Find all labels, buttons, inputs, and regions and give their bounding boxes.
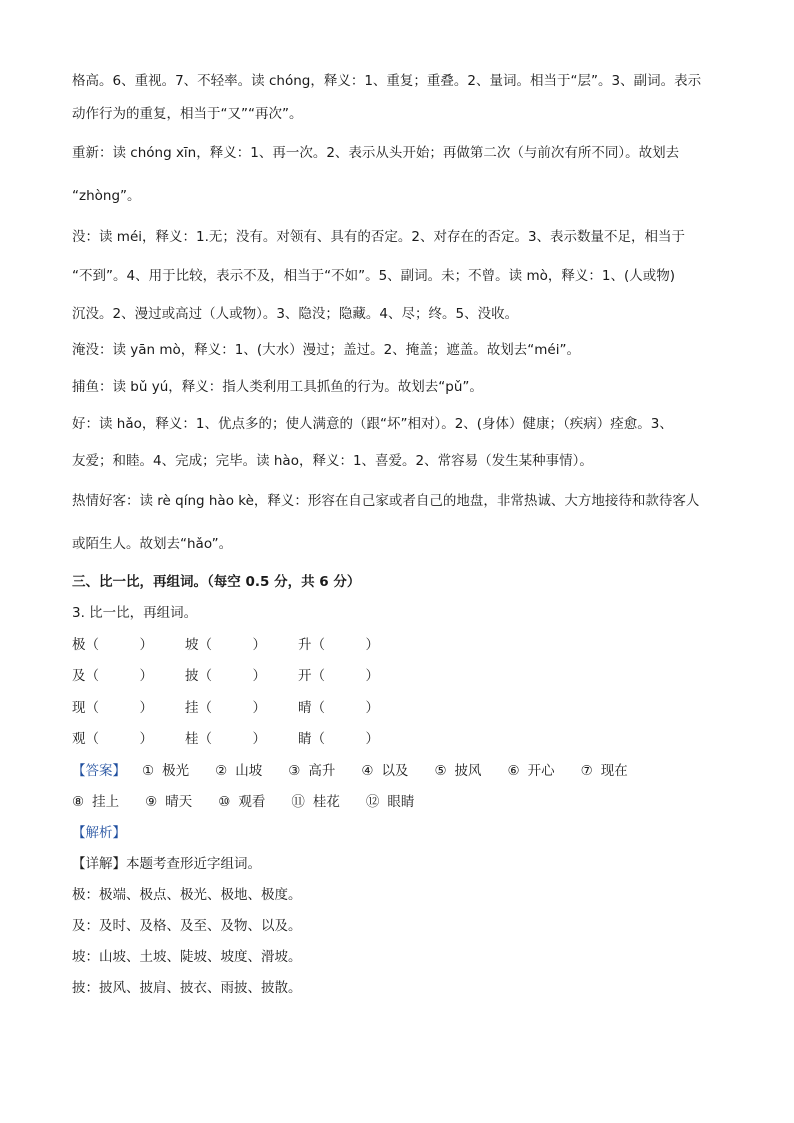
answer-word: 极光	[162, 762, 190, 779]
answer-item	[581, 756, 628, 787]
text-line: “不到”。4、用于比较，表示不及，相当于“不如”。5、副词。未；不曾。读 mò，释义：1、(人或物)	[72, 268, 675, 284]
answer-number: ⑫	[365, 793, 380, 810]
document-page	[72, 62, 732, 1004]
answer-word: 桂花	[312, 793, 340, 810]
answer-number: ④	[361, 762, 374, 779]
text-line: 淹没：读 yān mò，释义：1、(大水）漫过；盖过。2、掩盖；遮盖。故划去“méi”。	[72, 342, 580, 358]
answer-item	[145, 787, 192, 818]
compare-cell: 开（ ）	[298, 668, 379, 684]
detail-text: 【详解】本题考查形近字组词。	[72, 855, 261, 872]
compare-row	[72, 661, 732, 693]
answer-item	[218, 787, 265, 818]
answer-item	[72, 787, 119, 818]
answer-line	[72, 787, 732, 818]
answer-item	[215, 756, 262, 787]
explanation-line: 极：极端、极点、极光、极地、极度。	[72, 886, 302, 903]
answer-word: 高升	[308, 762, 336, 779]
answer-word: 披风	[454, 762, 482, 779]
text-line: 或陌生人。故划去“hǎo”。	[72, 536, 233, 552]
compare-cell: 极（ ）	[72, 636, 153, 653]
answer-number: ⑥	[507, 762, 520, 779]
compare-row	[72, 724, 732, 756]
compare-cell: 挂（ ）	[185, 699, 266, 716]
answer-number: ⑤	[434, 762, 447, 779]
answer-number: ⑩	[218, 793, 231, 810]
question-text: 3. 比一比，再组词。	[72, 605, 198, 621]
compare-cell: 晴（ ）	[298, 699, 379, 716]
answer-word: 开心	[527, 762, 555, 779]
text-line: 重新：读 chóng xīn，释义：1、再一次。2、表示从头开始；再做第二次（与前次有所不同）。故划去	[72, 145, 680, 161]
compare-cell: 升（ ）	[298, 636, 379, 653]
compare-cell: 桂（ ）	[185, 731, 266, 747]
text-line: 没：读 méi，释义：1.无；没有。对领有、具有的否定。2、对存在的否定。3、表示数量不足，相当于	[72, 229, 686, 245]
text-line: 好：读 hǎo，释义：1、优点多的；使人满意的（跟“坏”相对）。2、(身体）健康；（疾病）痊愈。3、	[72, 416, 673, 432]
compare-cell: 坡（ ）	[185, 636, 266, 653]
answer-word: 以及	[381, 762, 409, 779]
explanation-line: 及：及时、及格、及至、及物、以及。	[72, 917, 302, 934]
compare-cell: 披（ ）	[185, 668, 266, 684]
text-line: 格高。6、重视。7、不轻率。读 chóng，释义：1、重复；重叠。2、量词。相当于“层”。3、副词。表示	[72, 73, 702, 89]
compare-row	[72, 630, 732, 662]
text-line: 友爱；和睦。4、完成；完毕。读 hào，释义：1、喜爱。2、常容易（发生某种事情）。	[72, 453, 593, 469]
text-line: 沉没。2、漫过或高过（人或物）。3、隐没；隐藏。4、尽；终。5、没收。	[72, 306, 519, 322]
answer-word: 挂上	[92, 793, 120, 810]
analysis-label: 【解析】	[72, 824, 126, 841]
answer-item	[291, 787, 340, 818]
answer-item	[366, 787, 415, 818]
explanation-line: 披：披风、披肩、披衣、雨披、披散。	[72, 979, 302, 996]
compare-cell: 观（ ）	[72, 731, 153, 747]
answer-word: 观看	[238, 793, 266, 810]
answer-number: ⑨	[145, 793, 158, 810]
answer-number: ⑦	[580, 762, 593, 779]
text-line: 热情好客：读 rè qíng hào kè，释义：形容在自己家或者自己的地盘，非常热诚、大方地接待和款待客人	[72, 493, 700, 509]
answer-number: ⑧	[72, 793, 85, 810]
answer-number: ①	[142, 762, 155, 779]
answer-word: 眼睛	[387, 793, 415, 810]
answer-word: 现在	[600, 762, 628, 779]
text-line: “zhòng”。	[72, 188, 141, 204]
answer-line	[72, 756, 732, 787]
answer-word: 山坡	[235, 762, 263, 779]
compare-cell: 现（ ）	[72, 699, 153, 716]
text-line: 捕鱼：读 bǔ yú，释义：指人类利用工具抓鱼的行为。故划去“pǔ”。	[72, 379, 483, 395]
answer-item	[142, 756, 189, 787]
answer-number: ③	[288, 762, 301, 779]
compare-row	[72, 693, 732, 725]
section-title: 三、比一比，再组词。（每空 0.5 分，共 6 分）	[72, 574, 361, 590]
answer-label: 【答案】	[72, 762, 126, 779]
answer-word: 晴天	[165, 793, 193, 810]
compare-cell: 及（ ）	[72, 668, 153, 684]
answer-item	[288, 756, 335, 787]
explanation-line: 坡：山坡、土坡、陡坡、坡度、滑坡。	[72, 948, 302, 965]
answer-number: ②	[215, 762, 228, 779]
compare-cell: 睛（ ）	[298, 731, 379, 747]
answer-item	[508, 756, 555, 787]
answer-item	[361, 756, 408, 787]
answer-number: ⑪	[291, 793, 305, 810]
text-line: 动作行为的重复，相当于“又”“再次”。	[72, 106, 303, 122]
answer-item	[434, 756, 481, 787]
